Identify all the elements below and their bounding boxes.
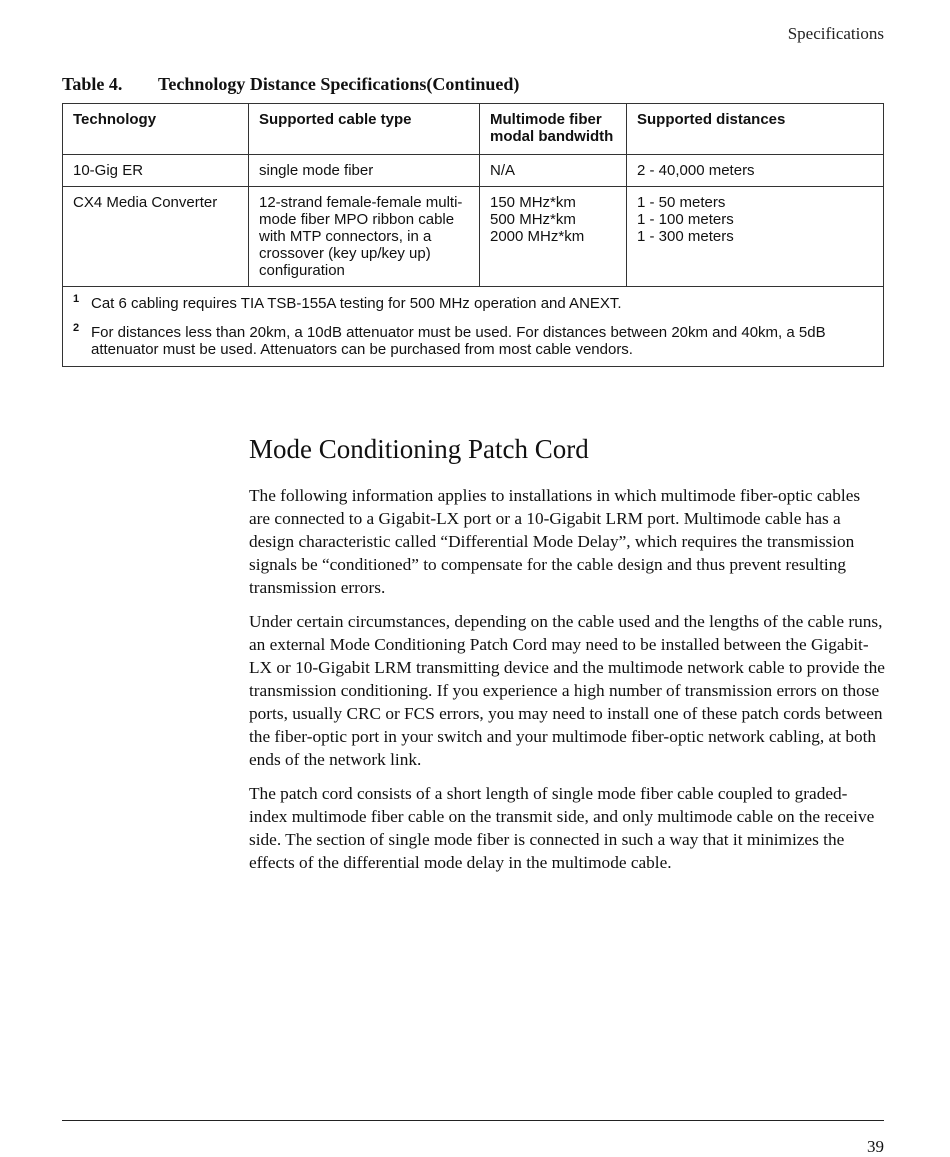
footnote-text: For distances less than 20km, a 10dB attenuator must be used. For distances between 20km and 40km, a 5dB attenuator must be used. Attenuators can be purchased from most cable vendors.	[91, 324, 826, 358]
table-number: Table 4.	[62, 74, 123, 94]
column-header-modal-bandwidth: Multimode fiber modal bandwidth	[480, 104, 627, 155]
column-header-distances: Supported distances	[627, 104, 884, 155]
table-footnotes	[63, 287, 884, 367]
table-cell: 2 - 40,000 meters	[627, 155, 884, 187]
footnote-mark: 2	[73, 322, 80, 334]
column-header-cable-type: Supported cable type	[249, 104, 480, 155]
table-footnotes-row	[63, 287, 884, 367]
table-cell: CX4 Media Converter	[63, 187, 249, 287]
table-cell: 150 MHz*km 500 MHz*km 2000 MHz*km	[480, 187, 627, 287]
body-paragraph: The following information applies to installations in which multimode fiber-optic cables are connected to a Gigabit-LX port or a 10-Gigabit LRM port. Multimode cable has a design characteristic called “Differential Mode Delay”, which requires the transmission signals be “conditioned” to compensate for the cable design and thus prevent resulting transmission errors.	[249, 486, 861, 597]
table-cell: N/A	[480, 155, 627, 187]
table-cell: 12-strand female-female multi-mode fiber MPO ribbon cable with MTP connectors, in a crossover (key up/key up) configuration	[249, 187, 480, 287]
table-cell: 1 - 50 meters 1 - 100 meters 1 - 300 meters	[627, 187, 884, 287]
footer-rule	[62, 1120, 884, 1121]
table-cell: single mode fiber	[249, 155, 480, 187]
table-caption	[62, 74, 519, 95]
table-title: Technology Distance Specifications(Continued)	[158, 74, 520, 94]
page-number: 39	[867, 1137, 884, 1156]
footnote-text: Cat 6 cabling requires TIA TSB-155A testing for 500 MHz operation and ANEXT.	[91, 295, 622, 312]
body-paragraph: The patch cord consists of a short length of single mode fiber cable coupled to graded-index multimode fiber cable on the transmit side, and only multimode cable on the receive side. The section of single mode fiber is connected in such a way that it minimizes the effects of the differential mode delay in the multimode cable.	[249, 784, 875, 872]
distance-spec-table	[62, 103, 884, 367]
section-heading: Mode Conditioning Patch Cord	[249, 434, 589, 464]
footnote	[73, 324, 873, 358]
table-cell: 10-Gig ER	[63, 155, 249, 187]
section-body	[249, 484, 885, 885]
running-header: Specifications	[787, 24, 884, 43]
column-header-technology: Technology	[63, 104, 249, 155]
table-header-row	[63, 104, 884, 155]
body-paragraph: Under certain circumstances, depending on the cable used and the lengths of the cable runs, an external Mode Conditioning Patch Cord may need to be installed between the Gigabit-LX or 10-Gigabit LRM transmitting device and the multimode network cable to provide the transmission conditioning. If you experience a high number of transmission errors on those ports, usually CRC or FCS errors, you may need to install one of these patch cords between the fiber-optic port in your switch and your multimode fiber-optic network cabling, at both ends of the network link.	[249, 612, 885, 769]
footnote	[73, 295, 873, 312]
footnote-mark: 1	[73, 293, 80, 305]
table-row	[63, 187, 884, 287]
table-row	[63, 155, 884, 187]
